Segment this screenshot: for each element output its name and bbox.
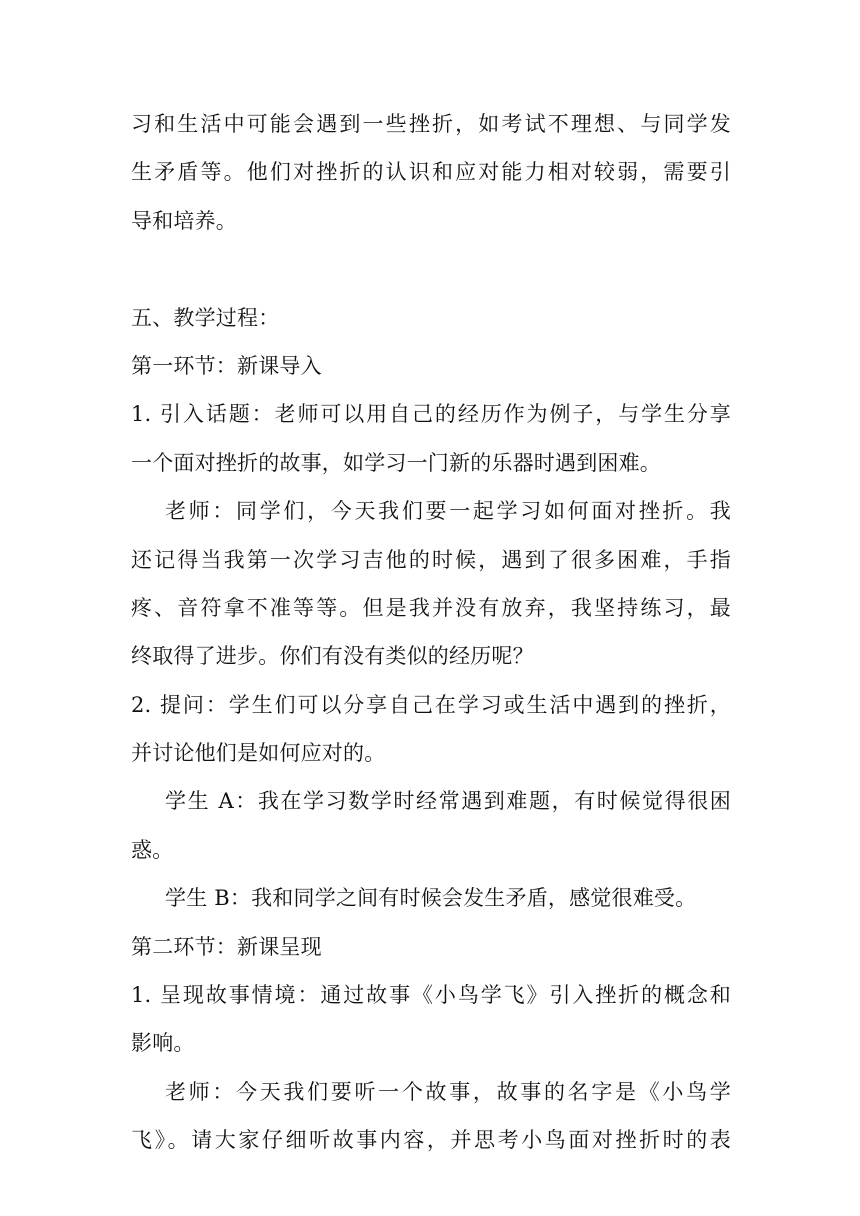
blank-line xyxy=(131,245,731,293)
subsection-heading: 第二环节：新课呈现 xyxy=(131,934,322,959)
section-heading: 五、教学过程： xyxy=(131,305,280,330)
dialogue-line: 学生 B：我和同学之间有时候会发生矛盾，感觉很难受。 xyxy=(165,886,697,911)
text-line: 一个面对挫折的故事，如学习一门新的乐器时遇到困难。 xyxy=(131,450,661,475)
subsection-heading: 第一环节：新课导入 xyxy=(131,353,322,378)
text-line: 2. 提问：学生们可以分享自己在学习或生活中遇到的挫折， xyxy=(131,692,731,717)
text-line: 飞》。请大家仔细听故事内容，并思考小鸟面对挫折时的表 xyxy=(131,1128,731,1153)
text-line: 生矛盾等。他们对挫折的认识和应对能力相对较弱，需要引 xyxy=(131,160,731,185)
text-line: 1. 引入话题：老师可以用自己的经历作为例子，与学生分享 xyxy=(131,402,731,427)
text-line: 惑。 xyxy=(131,837,174,862)
text-line: 终取得了进步。你们有没有类似的经历呢？ xyxy=(131,644,534,669)
text-line: 疼、音符拿不准等等。但是我并没有放弃，我坚持练习，最 xyxy=(131,595,731,620)
text-line: 并讨论他们是如何应对的。 xyxy=(131,741,386,766)
text-line: 还记得当我第一次学习吉他的时候，遇到了很多困难，手指 xyxy=(131,547,731,572)
dialogue-line: 学生 A：我在学习数学时经常遇到难题，有时候觉得很困 xyxy=(165,789,731,814)
text-line: 1. 呈现故事情境：通过故事《小鸟学飞》引入挫折的概念和 xyxy=(131,983,731,1008)
dialogue-line: 老师：同学们，今天我们要一起学习如何面对挫折。我 xyxy=(165,499,731,524)
text-line: 习和生活中可能会遇到一些挫折，如考试不理想、与同学发 xyxy=(131,112,731,136)
text-line: 导和培养。 xyxy=(131,208,237,233)
document-page xyxy=(131,100,731,1165)
text-line: 影响。 xyxy=(131,1031,195,1056)
dialogue-line: 老师：今天我们要听一个故事，故事的名字是《小鸟学 xyxy=(165,1079,731,1104)
